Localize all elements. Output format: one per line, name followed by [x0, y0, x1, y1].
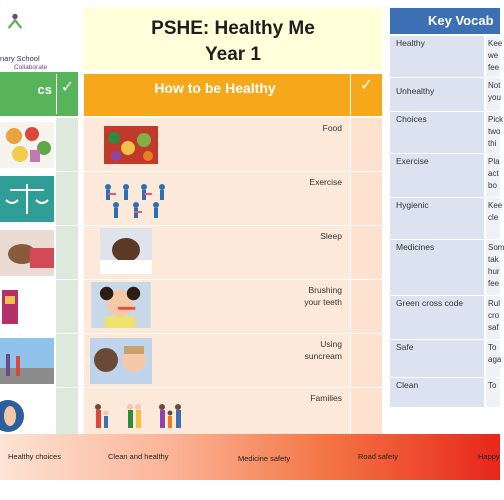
- vocab-header: Key Vocab: [390, 8, 500, 34]
- topics-list: [0, 118, 78, 442]
- vocab-definition: Not you: [486, 78, 500, 111]
- handwashing-picture: [0, 392, 54, 438]
- vocab-term: Medicines: [390, 240, 484, 295]
- school-name: nary School: [0, 54, 40, 63]
- timeline-strip: [0, 434, 500, 480]
- topic-row: [0, 118, 78, 172]
- vocab-definition: Pla act bo: [486, 154, 500, 197]
- page-subtitle: Year 1: [205, 44, 261, 65]
- vocab-row: [390, 36, 503, 78]
- vocab-row: [390, 378, 500, 408]
- topic-check-cell[interactable]: [56, 334, 78, 387]
- vocab-definition: Som tak hur fee: [486, 240, 500, 295]
- how-check-cell[interactable]: [350, 226, 382, 279]
- topics-title: cs: [37, 82, 52, 97]
- topic-row: [0, 172, 78, 226]
- vocab-term: Hygienic: [390, 198, 484, 239]
- how-row-exercise: [84, 172, 382, 226]
- vocab-row: [390, 340, 500, 378]
- how-check-cell[interactable]: [350, 118, 382, 171]
- vocab-row: [390, 154, 500, 198]
- school-motto: Collaborate: [14, 64, 48, 71]
- vocab-definition: Pick two thi: [486, 112, 500, 153]
- vegetables-picture: [104, 122, 158, 168]
- vocab-definition: To aga: [486, 340, 500, 377]
- how-row-food: [84, 118, 382, 172]
- page-title: PSHE: Healthy Me: [151, 18, 315, 39]
- how-row-teeth: [84, 280, 382, 334]
- timeline-item: Clean and healthy: [108, 452, 169, 461]
- vocab-definition: To: [486, 378, 500, 407]
- suncream-picture: [90, 338, 152, 384]
- how-label: Sleep: [320, 231, 342, 241]
- how-row-sleep: [84, 226, 382, 280]
- vocab-definition: Kee we fee: [486, 36, 500, 77]
- vocab-row: [390, 112, 504, 154]
- school-logo: [0, 8, 80, 71]
- vocab-row: [390, 198, 503, 240]
- vocab-row: [390, 240, 504, 296]
- vocab-term: Green cross code: [390, 296, 484, 339]
- topic-check-cell[interactable]: [56, 118, 78, 171]
- topics-tick-icon: ✓: [56, 74, 78, 114]
- vocab-definition: Rul cro saf: [486, 296, 500, 339]
- vocab-row: [390, 296, 500, 340]
- vocab-term: Safe: [390, 340, 484, 377]
- vocab-term: Healthy: [390, 36, 484, 77]
- how-check-cell[interactable]: [350, 280, 382, 333]
- toothbrush-girl-picture: [90, 282, 152, 328]
- exercise-figures-picture: [100, 178, 170, 224]
- food-plate-picture: [0, 122, 54, 168]
- how-label: Brushing your teeth: [304, 285, 342, 307]
- how-label: Using suncream: [304, 339, 342, 361]
- how-check-cell[interactable]: [350, 172, 382, 225]
- road-crossing-picture: [0, 338, 54, 384]
- vocab-table: [390, 36, 504, 408]
- how-label: Food: [322, 123, 342, 133]
- vocab-term: Choices: [390, 112, 484, 153]
- vocab-definition: Kee cle: [486, 198, 500, 239]
- school-logo-icon: [6, 12, 24, 30]
- timeline-item: Road safety: [358, 452, 399, 461]
- sleeping-boy-picture: [100, 228, 152, 274]
- how-label: Exercise: [309, 177, 342, 187]
- topic-row: [0, 334, 78, 388]
- timeline-item: Medicine safety: [238, 454, 291, 463]
- topics-header: [0, 72, 78, 116]
- vocab-term: Unhealthy: [390, 78, 484, 111]
- topic-check-cell[interactable]: [56, 172, 78, 225]
- how-label: Families: [310, 393, 342, 403]
- vocab-term: Clean: [390, 378, 484, 407]
- vocab-row: [390, 78, 500, 112]
- how-check-cell[interactable]: [350, 334, 382, 387]
- how-row-suncream: [84, 334, 382, 388]
- topic-check-cell[interactable]: [56, 280, 78, 333]
- how-to-be-healthy-header: [84, 74, 382, 116]
- timeline-item: Happy: [478, 452, 500, 461]
- topic-row: [0, 280, 78, 334]
- how-to-be-healthy-list: [84, 118, 382, 442]
- vocab-term: Exercise: [390, 154, 484, 197]
- title-banner: [84, 8, 382, 70]
- how-to-be-healthy-title: How to be Healthy: [154, 80, 276, 96]
- sleeping-child-picture: [0, 230, 54, 276]
- topic-check-cell[interactable]: [56, 226, 78, 279]
- topic-row: [0, 226, 78, 280]
- book-picture: [0, 284, 54, 330]
- how-tick-icon: ✓: [350, 74, 382, 116]
- timeline-item: Healthy choices: [8, 452, 61, 461]
- scales-picture: [0, 176, 54, 222]
